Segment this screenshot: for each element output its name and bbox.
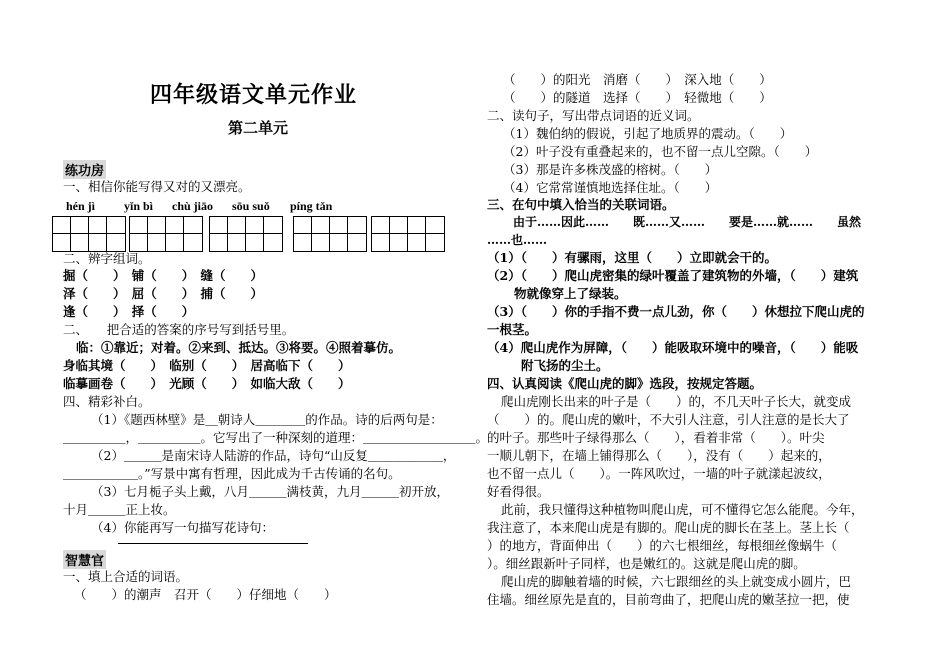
pinyin-3: chù jiāo	[172, 199, 214, 213]
passage-p1-line-4: 一顺儿朝下，在墙上铺得那么（ ），没有（ ）起来的，	[487, 448, 831, 463]
passage-p2-line-1: 此前，我只懂得这种植物叫爬山虎，可不懂得它怎么能爬。今年，	[501, 502, 864, 517]
writing-grid-3[interactable]	[209, 216, 283, 252]
q5-row-2: （ ）的阳光 消磨（ ） 深入地（ ）	[503, 72, 772, 87]
q7-item-2a: （2）（ ）爬山虎密集的绿叶覆盖了建筑物的外墙，（ ）建筑	[487, 268, 859, 283]
passage-p2-line-2: 我注意了，本来爬山虎是有脚的。爬山虎的脚长在茎上。茎上长（	[487, 520, 850, 535]
q3-options: 临：①靠近；对着。②来到、抵达。③将要。④照着摹仿。	[76, 340, 402, 355]
q7-word-bank: 由于……因此…… 既……又…… 要是……就…… 虽然	[513, 215, 862, 229]
q4-item-1a: （1）《题西林壁》是＿朝诗人＿＿＿＿的作品。诗的后两句是：	[91, 412, 443, 427]
pinyin-1: hén jì	[66, 199, 96, 213]
question-3: 二、 把合适的答案的序号写到括号里。	[63, 322, 295, 337]
passage-p1-line-1: 爬山虎刚长出来的叶子是（ ）的，不几天叶子长大，就变成	[501, 394, 852, 409]
q6-item-4: （4）它常常谨慎地选择住址。（ ）	[503, 180, 718, 195]
passage-p1-line-3: 的叶子。那些叶子绿得那么（ ），看着非常（ ）。叶尖	[487, 430, 825, 445]
q7-item-1: （1）（ ）有骡雨，这里（ ）立即就会干的。	[487, 250, 777, 265]
pinyin-5: píng tǎn	[290, 199, 333, 213]
question-4: 四、精彩补白。	[63, 394, 151, 409]
writing-grid-5[interactable]	[371, 216, 445, 252]
q2-row-1: 掘（ ） 铺（ ） 缝（ ）	[63, 268, 264, 283]
q4-answer-line[interactable]	[118, 543, 308, 544]
question-8: 四、认真阅读《爬山虎的脚》选段，按规定答题。	[487, 376, 763, 391]
q5-row-3: （ ）的隧道 选择（ ） 轻微地（ ）	[503, 90, 772, 105]
passage-p1-line-6: 好看得很。	[487, 484, 550, 499]
q2-row-3: 逢（ ） 择（ ）	[63, 304, 195, 319]
q4-item-4: （4）你能再写一句描写花诗句：	[91, 520, 274, 535]
q7-item-3b: 一根茎。	[487, 322, 538, 337]
writing-grid-1[interactable]	[52, 216, 126, 252]
q7-word-bank-cont: ……也……	[487, 233, 548, 247]
passage-p2-line-4: ）。细丝跟新叶子同样，也是嫩红的。这就是爬山虎的脚。	[487, 556, 806, 571]
q7-item-3a: （3）（ ）你的手指不费一点儿劲，你（ ）休想拉下爬山虎的	[487, 304, 865, 319]
q3-row-1: 身临其境（ ） 临别（ ） 居高临下（ ）	[63, 358, 351, 373]
passage-p2-line-3: ）的地方，背面伸出（ ）的六七根细丝，每根细丝像蜗牛（	[487, 538, 838, 553]
question-7: 三、在句中填入恰当的关联词语。	[487, 197, 675, 212]
passage-p1-line-2: （ ）的。爬山虎的嫩叶，不大引人注意，引人注意的是长大了	[487, 412, 850, 427]
q3-row-2: 临摹画卷（ ） 光顾（ ） 如临大敌（ ）	[63, 376, 351, 391]
question-5: 一、填上合适的词语。	[63, 569, 189, 584]
q6-item-1: （1）魏伯纳的假说，引起了地质界的震动。（ ）	[503, 126, 793, 141]
q4-item-3a: （3）七月栀子头上戴，八月＿＿＿满枝黄，九月＿＿＿初开放，	[91, 484, 449, 499]
pinyin-4: sōu suǒ	[232, 199, 270, 213]
page-title: 四年级语文单元作业	[150, 83, 358, 108]
question-6: 二、读句子，写出带点词语的近义词。	[487, 108, 700, 123]
q4-item-2b: ＿＿＿＿＿＿。”写景中寓有哲理，因此成为千古传诵的名句。	[63, 466, 401, 481]
q5-row-1: （ ）的潮声 召开（ ）仔细地（ ）	[74, 587, 337, 602]
section-practice-heading: 练功房	[63, 160, 106, 179]
writing-grid-2[interactable]	[129, 216, 203, 252]
q6-item-3: （3）那是许多株茂盛的榕树。（ ）	[503, 162, 718, 177]
passage-p3-line-2: 住墙。细丝原先是直的，目前弯曲了，把爬山虎的嫩茎拉一把，使	[487, 592, 850, 607]
question-2: 二、辨字组词。	[63, 251, 151, 266]
passage-p1-line-5: 也不留一点儿（ ）。一阵风吹过，一墙的叶子就漾起波纹，	[487, 466, 831, 481]
section-wisdom-heading: 智慧官	[63, 550, 106, 569]
pinyin-2: yǐn bì	[124, 199, 154, 213]
page-subtitle: 第二单元	[228, 119, 289, 137]
q7-item-2b: 物就像穿上了绿装。	[514, 286, 627, 301]
passage-p3-line-1: 爬山虎的脚触着墙的时候，六七跟细丝的头上就变成小圆片，巴	[501, 574, 852, 589]
writing-grid-4[interactable]	[293, 216, 367, 252]
question-1: 一、相信你能写得又对的又漂亮。	[63, 179, 251, 194]
q4-item-2a: （2）＿＿＿是南宋诗人陆游的作品，诗句“山反复＿＿＿＿＿＿，	[91, 448, 456, 463]
q6-item-2: （2）叶子没有重叠起来的，也不留一点儿空隙。（ ）	[503, 144, 818, 159]
q7-item-4b: 附飞扬的尘土。	[521, 358, 609, 373]
q2-row-2: 泽（ ） 屈（ ） 捕（ ）	[63, 286, 264, 301]
q4-item-1b: ＿＿＿＿＿，＿＿＿＿＿。它写出了一种深刻的道理：＿＿＿＿＿＿＿＿＿。	[63, 430, 489, 445]
q4-item-3b: 十月＿＿＿正上妆。	[63, 502, 176, 517]
q7-item-4a: （4）爬山虎作为屏障，（ ）能吸取环境中的噪音，（ ）能吸	[487, 340, 859, 355]
